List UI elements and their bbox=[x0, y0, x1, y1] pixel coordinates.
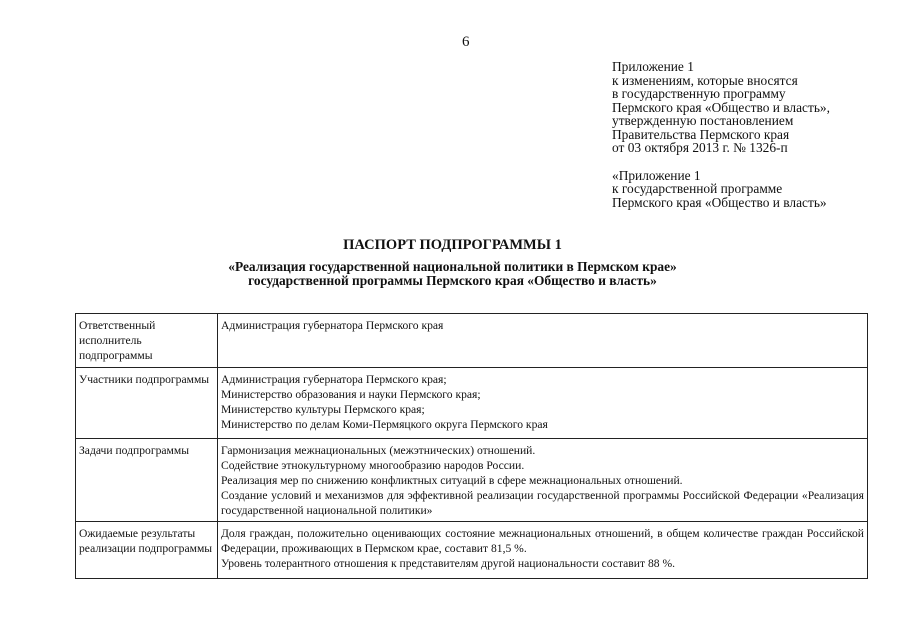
row-value-line: Реализация мер по снижению конфликтных ситуаций в сфере межнациональных отношений. bbox=[221, 474, 683, 487]
row-value-line: Создание условий и механизмов для эффективной реализации государственной программы Российской Федерации «Реализация государственной национальной политики» bbox=[221, 489, 864, 517]
row-label: Ответственный исполнитель подпрограммы bbox=[76, 314, 218, 368]
row-value-line: Гармонизация межнациональных (межэтнических) отношений. bbox=[221, 444, 536, 457]
row-value-line: Администрация губернатора Пермского края; bbox=[221, 373, 447, 386]
appendix-line: в государственную программу bbox=[612, 86, 786, 101]
title-main: ПАСПОРТ ПОДПРОГРАММЫ 1 bbox=[343, 237, 562, 253]
row-value-line: Администрация губернатора Пермского края bbox=[221, 319, 444, 332]
page-number: 6 bbox=[462, 34, 470, 50]
title-subtitle-line2: государственной программы Пермского края «Общество и власть» bbox=[248, 273, 657, 288]
row-label: Задачи подпрограммы bbox=[76, 439, 218, 522]
passport-table bbox=[75, 313, 868, 579]
row-value-line: Уровень толерантного отношения к представителям другой национальности составит 88 %. bbox=[221, 557, 676, 570]
appendix-header bbox=[612, 60, 830, 209]
row-value bbox=[218, 522, 868, 579]
appendix-line: от 03 октября 2013 г. № 1326-п bbox=[612, 140, 788, 155]
row-label: Участники подпрограммы bbox=[76, 368, 218, 439]
table-row bbox=[76, 439, 868, 522]
appendix-line: «Приложение 1 bbox=[612, 167, 701, 183]
row-value bbox=[218, 368, 868, 439]
appendix-line: Пермского края «Общество и власть» bbox=[612, 194, 827, 210]
document-title bbox=[0, 236, 905, 288]
appendix-line: к государственной программе bbox=[612, 181, 783, 196]
row-label: Ожидаемые результаты реализации подпрограммы bbox=[76, 522, 218, 579]
table-row bbox=[76, 368, 868, 439]
table-row bbox=[76, 522, 868, 579]
appendix-line: к изменениям, которые вносятся bbox=[612, 72, 798, 88]
appendix-line: утвержденную постановлением bbox=[612, 113, 794, 128]
row-value-line: Министерство по делам Коми-Пермяцкого округа Пермского края bbox=[221, 418, 548, 431]
appendix-line: Правительства Пермского края bbox=[612, 126, 790, 142]
row-value bbox=[218, 439, 868, 522]
row-value-line: Доля граждан, положительно оценивающих состояние межнациональных отношений, в общем количестве граждан Российской Федерации, проживающих в Пермском крае, составит 81,5 %. bbox=[221, 527, 864, 555]
table-row bbox=[76, 314, 868, 368]
appendix-line: Приложение 1 bbox=[612, 59, 694, 74]
row-value-line: Министерство культуры Пермского края; bbox=[221, 403, 425, 416]
title-subtitle-line1: «Реализация государственной национальной политики в Пермском крае» bbox=[228, 259, 677, 274]
row-value-line: Министерство образования и науки Пермского края; bbox=[221, 388, 481, 401]
appendix-line: Пермского края «Общество и власть», bbox=[612, 99, 830, 115]
row-value-line: Содействие этнокультурному многообразию народов России. bbox=[221, 459, 525, 472]
row-value bbox=[218, 314, 868, 368]
